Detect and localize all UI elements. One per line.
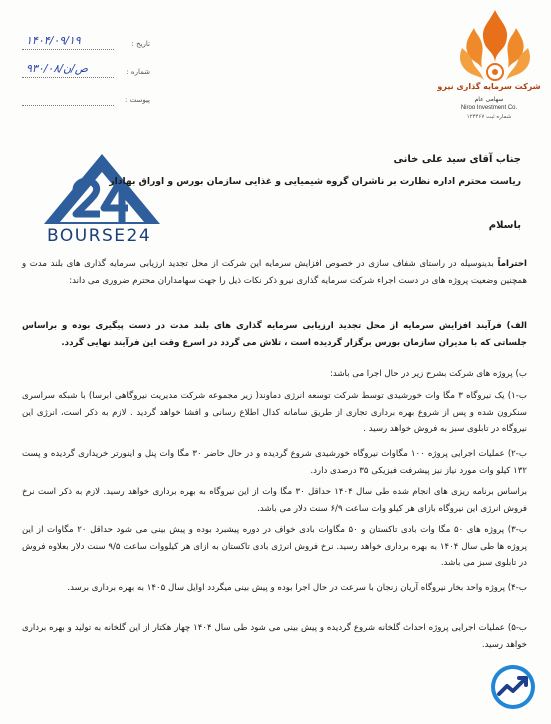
- intro-text: بدینوسیله در راستای شفاف سازی در خصوص افزایش سرمایه این شرکت از محل تجدید ارزیابی سرمایه گذاری های بلند مدت و همچنین وضعیت پروژه های در دست اجراء شرکت سرمایه گذاری نیرو ذکر نکات ذیل را جهت سهامداران محترم ضروری می داند:: [22, 259, 527, 286]
- bourse24-watermark-text: BOURSE24: [47, 226, 152, 246]
- number-dotted-line: [22, 77, 114, 78]
- company-registration: شماره ثبت ۱۲۳۴۶۷: [466, 114, 512, 120]
- company-name: شرکت سرمایه گذاری نیرو: [437, 82, 541, 91]
- company-name-english: Niroo Investment Co.: [460, 105, 518, 111]
- item-b2-note: براساس برنامه ریزی های انجام شده طی سال ۱۴۰۴ حداقل ۳۰ مگا وات از این نیروگاه به بهره برداری خواهد رسید. لازم به ذکر است نرخ فروش انرژی این نیروگاه بازای هر کیلو وات ساعت ۶/۹ سنت دلار می باشد.: [22, 487, 527, 514]
- item-b5-paragraph: ب-۵) عملیات اجرایی پروژه احداث گلخانه شروع گردیده و پیش بینی می شود طی سال ۱۴۰۴ چهار هکتار از این گلخانه به تولید و بهره برداری خواهد رسید.: [22, 623, 528, 650]
- intro-salutation: احتراماً: [497, 259, 527, 269]
- date-label: تاریخ :: [131, 40, 150, 48]
- addressee-name: جناب آقای سید علی خانی: [393, 154, 521, 165]
- company-logo: [430, 6, 548, 124]
- date-field: [20, 34, 150, 56]
- item-b1-paragraph: ب-۱) یک نیروگاه ۳ مگا وات خورشیدی توسط شرکت توسعه انرژی دماوند( زیر مجموعه شرکت مدیریت نیروگاهی ابرسا) با شبکه سراسری سنکرون شده و پس از شروع بهره برداری تجاری از طریق سامانه کدال اطلاع رسانی و افشا خواهد گردید . لازم به ذکر است، انرژی این نیروگاه در تابلوی سبز به فروش خواهد رسید .: [22, 391, 527, 434]
- attachment-dotted-line: [22, 105, 114, 106]
- flame-logo-icon: [450, 6, 540, 84]
- addressee-title: ریاست محترم اداره نظارت بر ناشران گروه شیمیایی و غذایی سازمان بورس و اوراق بهادار: [109, 176, 521, 187]
- date-dotted-line: [22, 49, 114, 50]
- item-b3-paragraph: ب-۳) پروژه های ۵۰ مگا وات بادی تاکستان و ۵۰ مگاوات بادی خواف در دوره پیشبرد بوده و پیش بینی می شود حداقل ۲۰ مگاوات از این پروژه ها طی سال ۱۴۰۴ به بهره برداری خواهد رسید. نرخ فروش انرژی بادی تاکستان به ازای هر کیلووات ساعت ۹/۵ سنت دلار بعلاوه فروش در تابلوی سبز می باشد.: [22, 525, 527, 568]
- company-type: سهامی عام: [474, 96, 504, 103]
- chart-app-icon[interactable]: [490, 664, 536, 710]
- number-label: شماره :: [126, 68, 150, 76]
- number-value: ۹۳۰/۰۸/ص/ن: [26, 62, 89, 75]
- number-field: [20, 62, 150, 84]
- item-b2-paragraph: ب-۲) عملیات اجرایی پروژه ۱۰۰ مگاوات نیروگاه خورشیدی شروع گردیده و در حال حاضر ۳۰ مگا وات پنل و اینورتر خریداری گردیده و پست ۱۳۲ کیلو وات مورد نیاز نیز پیشرفت فیزیکی ۳۵ درصدی دارد.: [22, 449, 527, 476]
- item-a-paragraph: الف) فرآیند افزایش سرمایه از محل تجدید ارزیابی سرمایه گذاری های بلند مدت در دست پیگیری بوده و براساس جلساتی که با مدیران سازمان بورس برگزار گردیده است ، تلاش می گردد در اسرع وقت این فرآیند نهایی گردد.: [22, 321, 527, 348]
- intro-paragraph: [22, 256, 527, 289]
- attachment-field: [20, 90, 150, 112]
- date-value: ۱۴۰۴/۰۹/۱۹: [26, 34, 81, 47]
- greeting: باسلام: [488, 220, 521, 231]
- attachment-label: پیوست :: [125, 96, 150, 104]
- item-b-heading: ب) پروژه های شرکت بشرح زیر در حال اجرا می باشد:: [329, 369, 527, 379]
- item-b4-paragraph: ب-۴) پروژه واحد بخار نیروگاه آریان زنجان با سرعت در حال اجرا بوده و پیش بینی میگردد اوایل سال ۱۴۰۵ به بهره برداری برسد.: [67, 583, 527, 593]
